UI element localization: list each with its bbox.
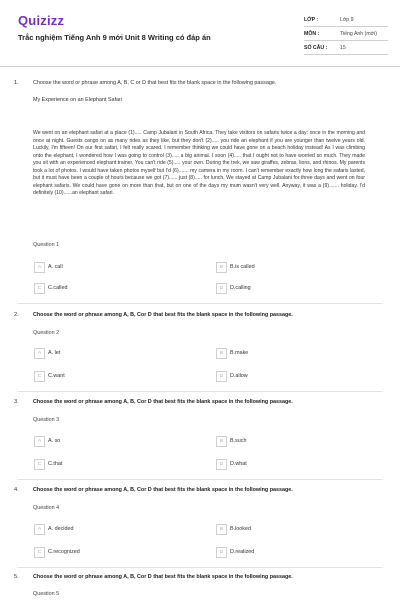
option-letter-box: A — [34, 524, 45, 535]
question-block-5 — [14, 574, 386, 600]
question-divider — [18, 303, 382, 304]
option-c[interactable] — [34, 371, 184, 383]
option-a[interactable] — [34, 524, 184, 536]
meta-grade-label: LỚP : — [304, 17, 319, 23]
option-text: B.is called — [230, 264, 255, 270]
option-b[interactable] — [216, 262, 366, 274]
meta-subject-label: MÔN : — [304, 31, 320, 37]
option-letter-box: A — [34, 436, 45, 447]
question-instruction: Choose the word or phrase among A, B, Cor D that best fits the blank space in the following passage. — [33, 399, 293, 405]
meta-grade — [304, 14, 388, 27]
question-divider — [18, 391, 382, 392]
option-letter-box: C — [34, 371, 45, 382]
option-c[interactable] — [34, 283, 184, 295]
meta-count-value: 15 — [340, 45, 346, 51]
passage-text: We went on an elephant safari at a place (1)..... Camp Jubalani in South Africa. They take visitors on safaris twice a day: once in the morning and once at night. Guests cango on as many rides as they like, but they don't (2)..... you ride an elephant if you are younger than twelve years old. Luckily, I'm fifteen! On our first safari, I felt really scared. I remember thinking we could have gone on a beach holiday instead! As I was climbing onto the elephant, I wondered how I was going to control (3)..... a big animal. I soon (4)..... that I ought not to have worried so much. They made you sit with an experienced elephant trainer. You can't ride (5)..... your own. During the trek, we saw giraffes, zebras, lions, and rhinos. My parents took a lot of photos. I would have taken photos myself but I'd (6)....... my camera in my room. I can't remember exactly how long the safaris lasted, but it must have been a couple of hours because we got (7)...... just (8)..... for lunch. We stayed at Camp Jubalani for three days and went on four elephant safaris. We could have gone on more than that, but on one of the days my mum wasn't very well. Anyway, it was a (9)....... holiday. I'd definitely (10)......an elephant safari. — [33, 130, 365, 196]
meta-question-count — [304, 42, 388, 55]
question-label: Question 3 — [33, 417, 60, 423]
option-text: D.realized — [230, 549, 255, 555]
option-letter-box: B — [216, 436, 227, 447]
option-text: A. let — [48, 350, 61, 356]
worksheet-header — [0, 0, 400, 64]
option-text: B.looked — [230, 526, 251, 532]
option-text: D.what — [230, 461, 247, 467]
option-d[interactable] — [216, 547, 366, 559]
option-letter-box: A — [34, 262, 45, 273]
option-a[interactable] — [34, 436, 184, 448]
option-letter-box: C — [34, 547, 45, 558]
option-text: D.calling — [230, 285, 251, 291]
option-letter-box: A — [34, 348, 45, 359]
question-block-3 — [14, 399, 386, 473]
option-text: A. decided — [48, 526, 74, 532]
meta-subject — [304, 28, 388, 41]
option-letter-box: C — [34, 283, 45, 294]
option-letter-box: D — [216, 283, 227, 294]
question-number: 3. — [14, 399, 19, 405]
option-d[interactable] — [216, 371, 366, 383]
question-instruction: Choose the word or phrase among A, B, Cor D that best fits the blank space in the following passage. — [33, 312, 293, 318]
option-d[interactable] — [216, 283, 366, 295]
passage-title: My Experience on an Elephant Safari — [33, 97, 122, 103]
question-instruction: Choose the word or phrase among A, B, Cor D that best fits the blank space in the following passage. — [33, 487, 293, 493]
option-c[interactable] — [34, 547, 184, 559]
option-text: B.such — [230, 438, 247, 444]
option-text: A. call — [48, 264, 63, 270]
option-letter-box: D — [216, 547, 227, 558]
quizizz-logo: Quizizz — [18, 13, 65, 28]
option-a[interactable] — [34, 348, 184, 360]
option-text: A. so — [48, 438, 61, 444]
option-text: C.want — [48, 373, 65, 379]
option-letter-box: D — [216, 371, 227, 382]
question-number: 1. — [14, 80, 19, 86]
question-divider — [18, 479, 382, 480]
option-letter-box: D — [216, 459, 227, 470]
question-number: 5. — [14, 574, 19, 580]
question-label: Question 1 — [33, 242, 60, 248]
question-block-2 — [14, 312, 386, 386]
question-label: Question 5 — [33, 591, 60, 597]
option-text: C.that — [48, 461, 63, 467]
option-a[interactable] — [34, 262, 184, 274]
option-letter-box: B — [216, 262, 227, 273]
option-b[interactable] — [216, 348, 366, 360]
option-d[interactable] — [216, 459, 366, 471]
option-b[interactable] — [216, 436, 366, 448]
meta-subject-value: Tiếng Anh (mới) — [340, 31, 377, 37]
meta-grade-value: Lớp 9 — [340, 17, 354, 23]
option-text: C.recognized — [48, 549, 80, 555]
meta-count-label: SỐ CÂU : — [304, 45, 328, 51]
question-number: 4. — [14, 487, 19, 493]
question-block-1 — [14, 80, 386, 280]
question-label: Question 2 — [33, 330, 60, 336]
question-label: Question 4 — [33, 505, 60, 511]
question-number: 2. — [14, 312, 19, 318]
option-b[interactable] — [216, 524, 366, 536]
option-letter-box: C — [34, 459, 45, 470]
option-text: D.allow — [230, 373, 248, 379]
option-letter-box: B — [216, 524, 227, 535]
question-divider — [18, 567, 382, 568]
question-instruction: Choose the word or phrase among A, B, C or D that best fits the blank space in the following passage. — [33, 80, 277, 86]
option-c[interactable] — [34, 459, 184, 471]
question-block-4 — [14, 487, 386, 561]
option-text: B.make — [230, 350, 249, 356]
header-divider — [0, 66, 400, 67]
option-text: C.called — [48, 285, 68, 291]
worksheet-title: Trắc nghiệm Tiếng Anh 9 mới Unit 8 Writing có đáp án — [18, 33, 211, 42]
option-letter-box: B — [216, 348, 227, 359]
question-instruction: Choose the word or phrase among A, B, Cor D that best fits the blank space in the following passage. — [33, 574, 293, 580]
question-block-1-row2 — [14, 283, 386, 297]
